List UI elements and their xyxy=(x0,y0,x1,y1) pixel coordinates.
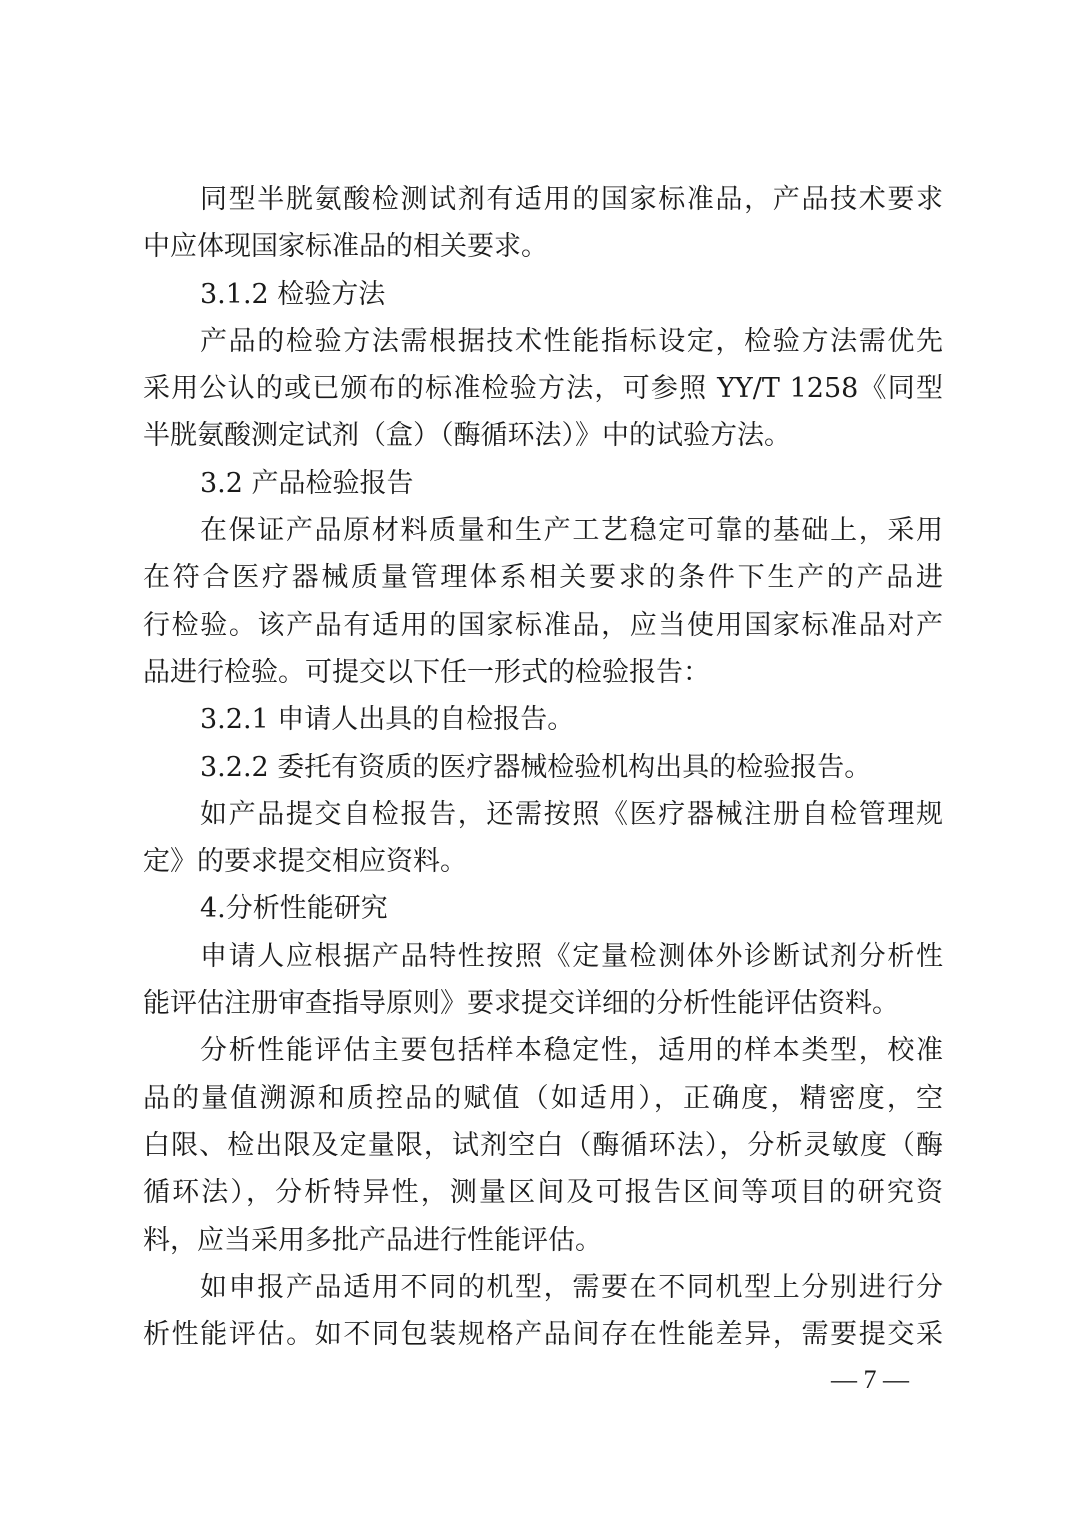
paragraph-line: 料，应当采用多批产品进行性能评估。 xyxy=(143,1224,602,1256)
paragraph-line: 品的量值溯源和质控品的赋值（如适用），正确度，精密度，空 xyxy=(143,1082,943,1114)
section-heading: 4.分析性能研究 xyxy=(200,893,388,925)
list-item: 3.2.1 申请人出具的自检报告。 xyxy=(200,704,575,736)
document-body xyxy=(143,176,943,1358)
paragraph-line: 半胱氨酸测定试剂（盒）（酶循环法）》中的试验方法。 xyxy=(143,420,791,452)
paragraph-line: 如产品提交自检报告，还需按照《医疗器械注册自检管理规 xyxy=(200,798,943,830)
section-heading: 3.2 产品检验报告 xyxy=(200,467,414,499)
paragraph-line: 分析性能评估主要包括样本稳定性，适用的样本类型，校准 xyxy=(200,1035,943,1067)
paragraph-line: 在保证产品原材料质量和生产工艺稳定可靠的基础上，采用 xyxy=(200,515,943,547)
paragraph-line: 能评估注册审查指导原则》要求提交详细的分析性能评估资料。 xyxy=(143,988,899,1020)
section-heading: 3.1.2 检验方法 xyxy=(200,278,386,310)
paragraph-line: 如申报产品适用不同的机型，需要在不同机型上分别进行分 xyxy=(200,1271,943,1303)
paragraph-line: 品进行检验。可提交以下任一形式的检验报告： xyxy=(143,656,710,688)
page-number: — 7 — xyxy=(831,1365,909,1394)
paragraph-line: 在符合医疗器械质量管理体系相关要求的条件下生产的产品进 xyxy=(143,562,943,594)
paragraph-line: 定》的要求提交相应资料。 xyxy=(143,846,467,878)
paragraph-line: 析性能评估。如不同包装规格产品间存在性能差异，需要提交采 xyxy=(143,1319,943,1351)
paragraph-line: 行检验。该产品有适用的国家标准品，应当使用国家标准品对产 xyxy=(143,609,943,641)
paragraph-line: 循环法），分析特异性，测量区间及可报告区间等项目的研究资 xyxy=(143,1177,943,1209)
paragraph-line: 产品的检验方法需根据技术性能指标设定，检验方法需优先 xyxy=(200,325,943,357)
paragraph-line: 采用公认的或已颁布的标准检验方法，可参照 YY/T 1258《同型 xyxy=(143,373,943,405)
paragraph-line: 白限、检出限及定量限，试剂空白（酶循环法），分析灵敏度（酶 xyxy=(143,1129,943,1161)
paragraph-line: 申请人应根据产品特性按照《定量检测体外诊断试剂分析性 xyxy=(200,940,943,972)
list-item: 3.2.2 委托有资质的医疗器械检验机构出具的检验报告。 xyxy=(200,751,872,783)
paragraph-line: 同型半胱氨酸检测试剂有适用的国家标准品，产品技术要求 xyxy=(200,184,943,215)
paragraph-line: 中应体现国家标准品的相关要求。 xyxy=(143,231,548,263)
